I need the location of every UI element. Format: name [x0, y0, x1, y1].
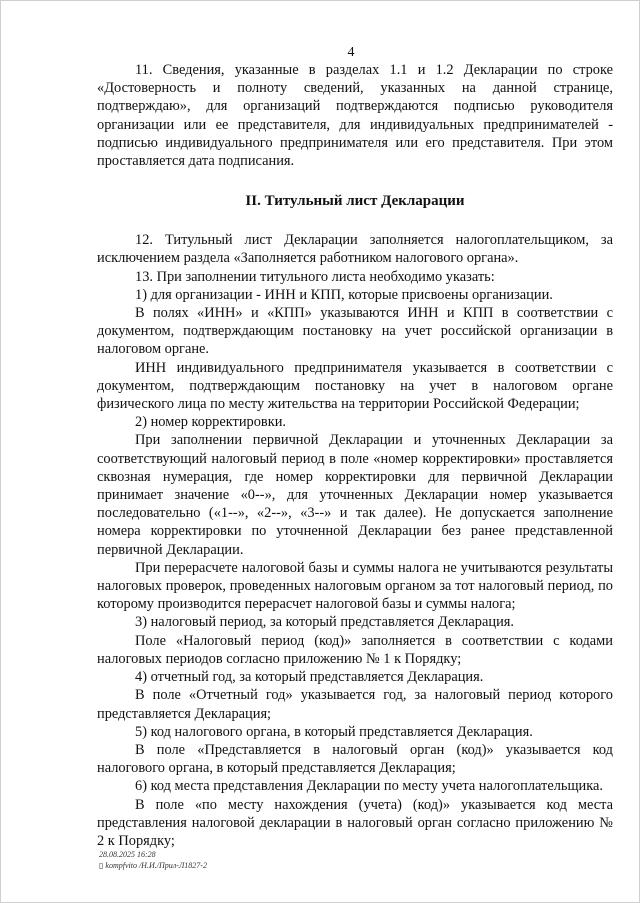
paragraph-12: 12. Титульный лист Декларации заполняется налогоплательщиком, за исключением раздела «Заполняется работником налогового органа». — [97, 232, 613, 267]
paragraph-place-code-field: В поле «по месту нахождения (учета) (код)» указывается код места представления налоговой декларации в налоговый орган согласно приложению № 2 к Порядку; — [97, 796, 613, 849]
paragraph-inn-entrepreneur: ИНН индивидуального предпринимателя указывается в соответствии с документом, подтверждающим постановку на учет в налоговом органе физического лица по месту жительства на территории Российской Федерации; — [97, 359, 613, 413]
paragraph-inn-kpp-fields: В полях «ИНН» и «КПП» указываются ИНН и КПП в соответствии с документом, подтверждающим постановку на учет российской организации в налоговом органе. — [97, 305, 613, 358]
item-6-place-code: 6) код места представления Декларации по месту учета налогоплательщика. — [135, 778, 603, 795]
paragraph-tax-authority-field: В поле «Представляется в налоговый орган (код)» указывается код налогового органа, в который представляется Декларация; — [97, 741, 613, 777]
page-number: 4 — [347, 45, 355, 60]
item-4-reporting-year: 4) отчетный год, за который представляется Декларация. — [135, 669, 484, 686]
item-5-tax-authority-code: 5) код налогового органа, в который представляется Декларация. — [135, 723, 533, 740]
paragraph-reporting-year-field: В поле «Отчетный год» указывается год, за налоговый период которого представляется Декларация; — [97, 687, 613, 722]
item-3-tax-period: 3) налоговый период, за который представляется Декларация. — [135, 614, 515, 631]
item-1-inn-kpp: 1) для организации - ИНН и КПП, которые присвоены организации. — [135, 286, 553, 303]
document-body — [97, 61, 613, 850]
paragraph-13: 13. При заполнении титульного листа необходимо указать: — [135, 268, 495, 285]
document-footer — [99, 849, 207, 871]
paragraph-recalculation: При перерасчете налоговой базы и суммы налога не учитываются результаты налоговых проверок, проведенных налоговым органом за тот налоговый период, по которому производится перерасчет налоговой базы и суммы налога; — [97, 559, 613, 613]
footer-timestamp: 28.08.2025 16:28 — [99, 850, 156, 859]
paragraph-tax-period-field: Поле «Налоговый период (код)» заполняется в соответствии с кодами налоговых периодов согласно приложению № 1 к Порядку; — [97, 632, 613, 667]
paragraph-correction-numbering: При заполнении первичной Декларации и уточненных Декларации за соответствующий налоговый период в поле «номер корректировки» проставляется сквозная нумерация, где номер корректировки для первичной Декларации принимает значение «0--», для уточненных Декларации номер указывается последовательно («1--», «2--», «3--» и так далее). Не допускается заполнение номера корректировки по уточненной Декларации без ранее представленной первичной Декларации. — [97, 432, 613, 558]
item-2-correction-number: 2) номер корректировки. — [135, 414, 286, 431]
section-title: II. Титульный лист Декларации — [245, 193, 465, 210]
paragraph-11: 11. Сведения, указанные в разделах 1.1 и 1.2 Декларации по строке «Достоверность и полноту сведений, указанных на данной странице, подтверждаю», для организаций подтверждаются подписью руководителя организации или ее представителя, для индивидуальных предпринимателей - подписью индивидуального предпринимателя или его представителя. При этом проставляется дата подписания. — [97, 62, 613, 170]
footer-file-path: ▯ kompfvito /Н.И./Прил-Л1827-2 — [99, 861, 207, 870]
